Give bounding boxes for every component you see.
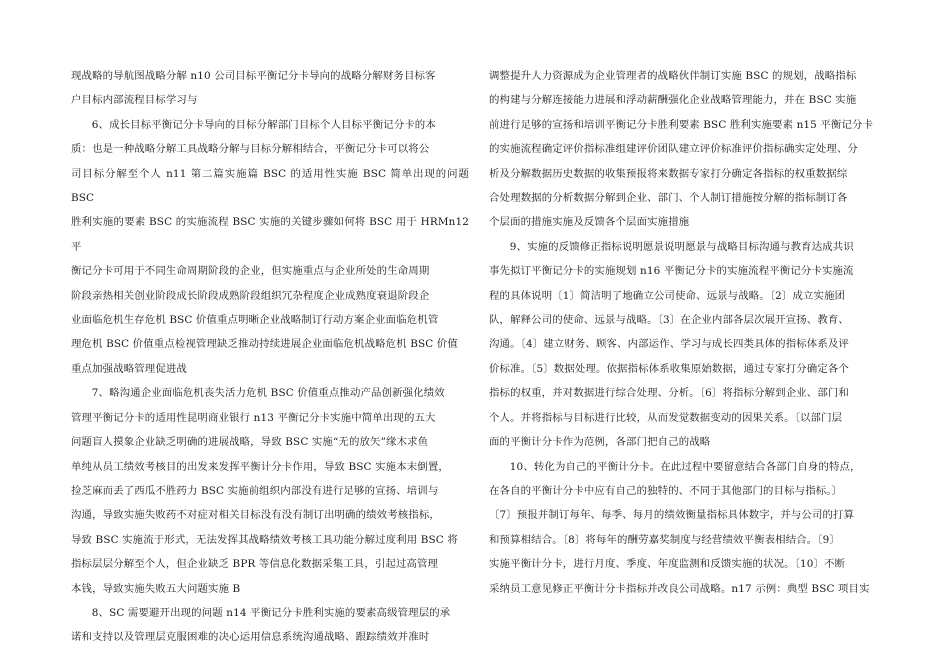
text-line: 10、转化为自己的平衡计分卡。在此过程中要留意结合各部门自身的特点， [509,460,861,473]
paragraph-8 [71,601,469,650]
text-line: 和预算相结合。〔8〕将每年的酬劳嘉奖制度与经营绩效平衡表相结合。〔9〕 [489,533,840,546]
text-line: 司目标分解至个人 n11 第二篇实施篇 BSC 的适用性实施 BSC 简单出现的问题 BSC [71,167,469,205]
paragraph-7 [71,381,469,601]
text-line: 问题盲人摸象企业缺乏明确的进展战略，导致 BSC 实施“无的放矢”缘木求鱼 [71,436,429,449]
text-line: 质：也是一种战略分解工具战略分解与目标分解相结合，平衡记分卡可以将公 [71,143,430,156]
text-line: 合处理数据的分析数据分解到企业、部门、个人制订措施按分解的指标制订各 [489,192,848,205]
text-line: 沟通，导致实施失败药不对症对相关目标没有没有制订出明确的绩效考核指标， [71,509,440,522]
paragraph-continued [71,64,469,113]
paragraph-10 [489,455,881,601]
text-line: 7、略沟通企业面临危机丧失活力危机 BSC 价值重点推动产品创新强化绩效 [91,387,445,400]
text-line: 实施平衡计分卡，进行月度、季度、年度监测和反馈实施的状况。〔10〕不断 [489,558,846,571]
text-line: 衡记分卡可用于不同生命周期阶段的企业，但实施重点与企业所处的生命周期 [71,265,430,278]
text-line: 诺和支持以及管理层克服困难的决心运用信息系统沟通战略、跟踪绩效并准时 [71,631,430,644]
text-line: 价标准。〔5〕数据处理。依据指标体系收集原始数据，通过专家打分确定各个 [489,362,849,375]
text-line: 8、SC 需要避开出现的问题 n14 平衡记分卡胜利实施的要素高级管理层的承 [91,606,451,619]
text-line: 9、实施的反馈修正指标说明愿景说明愿景与战略目标沟通与教育达成共识 [509,240,854,253]
text-line: 现战略的导航图战略分解 n10 公司目标平衡记分卡导向的战略分解财务目标客 [71,70,436,82]
text-line: 个人。并将指标与目标进行比较，从而发觉数据变动的因果关系。〔以部门层 [489,411,843,424]
text-line: 前进行足够的宣扬和培训平衡记分卡胜利要素 BSC 胜利实施要素 n15 平衡记分卡 [489,118,874,131]
paragraph-9 [489,235,881,455]
text-line: 析及分解数据历史数据的收集预报将来数据专家打分确定各指标的权重数据综 [489,167,848,180]
paragraph-6 [71,113,469,381]
text-line: 指标层层分解至个人，但企业缺乏 BPR 等信息化数据采集工具，引起过高管理 [71,558,439,571]
text-line: 事先拟订平衡记分卡的实施规划 n16 平衡记分卡的实施流程平衡记分卡实施流 [489,265,854,278]
paragraph-continued-right [489,64,881,235]
text-line: 6、成长目标平衡记分卡导向的目标分解部门目标个人目标平衡记分卡的本 [91,118,436,131]
text-line: 导致 BSC 实施流于形式，无法发挥其战略绩效考核工具功能分解过度利用 BSC 将 [71,533,458,546]
text-line: 捡芝麻而丢了西瓜不胜药力 BSC 实施前组织内部没有进行足够的宣扬、培训与 [71,484,439,497]
text-line: 个层面的措施实施及反馈各个层面实施措施 [489,216,690,229]
text-line: 采纳员工意见修正平衡计分卡指标并改良公司战略。n17 示例：典型 BSC 项目实 [489,582,870,595]
text-line: 的实施流程确定评价指标准组建评价团队建立评价标准评价指标确实定处理、分 [489,143,858,156]
left-column [71,64,469,650]
text-line: 面的平衡计分卡作为范例，各部门把自己的战略 [489,436,711,449]
text-line: 队，解释公司的使命、远景与战略。〔3〕在企业内部各层次展开宣扬、教育、 [489,314,849,327]
text-line: 的构建与分解连接能力进展和浮动薪酬强化企业战略管理能力，并在 BSC 实施 [489,94,857,107]
text-line: 胜利实施的要素 BSC 的实施流程 BSC 实施的关键步骤如何将 BSC 用于 HRMn12 平 [71,216,469,253]
text-line: 户目标内部流程目标学习与 [71,94,198,107]
right-column [489,64,881,601]
text-line: 理危机 BSC 价值重点检视管理缺乏推动持续进展企业面临危机战略危机 BSC 价值 [71,338,458,351]
text-line: 重点加强战略管理促进战 [71,362,187,375]
text-line: 指标的权重，并对数据进行综合处理、分析。〔6〕将指标分解到企业、部门和 [489,387,849,400]
text-line: 程的具体说明〔1〕简洁明了地确立公司使命、远景与战略。〔2〕成立实施团 [489,289,846,302]
text-line: 在各自的平衡计分卡中应有自己的独特的、不同于其他部门的目标与指标。〕 [489,484,843,497]
text-line: 管理平衡记分卡的适用性昆明商业银行 n13 平衡记分卡实施中简单出现的五大 [71,411,436,424]
text-line: 单纯从员工绩效考核目的出发来发挥平衡计分卡作用，导致 BSC 实施本末倒置， [71,460,449,473]
text-line: 本钱，导致实施失败五大问题实施 B [71,582,241,595]
text-line: 阶段亲热相关创业阶段成长阶段成熟阶段组织冗杂程度企业成熟度衰退阶段企 [71,289,430,302]
text-line: 业面临危机生存危机 BSC 价值重点明晰企业战略制订行动方案企业面临危机管 [71,314,439,327]
text-line: 调整提升人力资源成为企业管理者的战略伙伴制订实施 BSC 的规划，战略指标 [489,70,857,82]
text-line: 沟通。〔4〕建立财务、顾客、内部运作、学习与成长四类具体的指标体系及评 [489,338,849,351]
text-line: 〔7〕预报并制订每年、每季、每月的绩效衡量指标具体数字，并与公司的打算 [489,509,855,522]
